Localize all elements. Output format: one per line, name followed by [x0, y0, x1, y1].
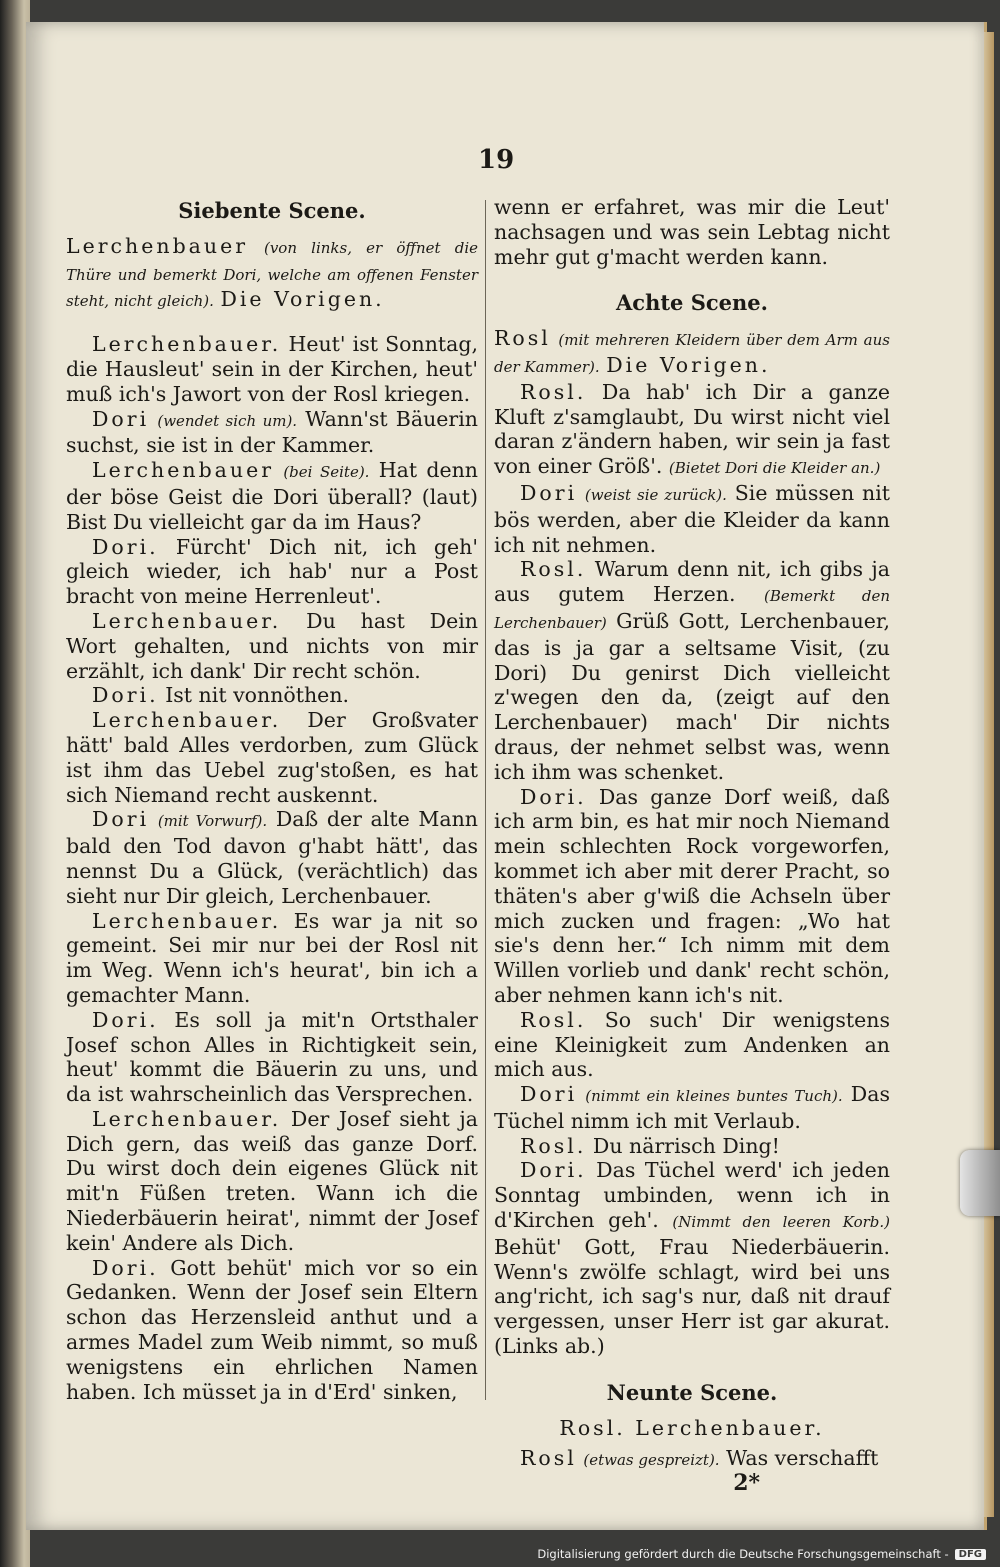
- dialogue-line: [66, 708, 478, 807]
- speaker-name: Dori.: [92, 534, 159, 559]
- dialogue-line: [66, 609, 478, 683]
- scene-cast: Rosl. Lerchenbauer.: [559, 1415, 825, 1440]
- cast-note: Die Vorigen.: [606, 352, 771, 377]
- dialogue-text: Daß der alte Mann bald den Tod davon g'habt hätt', das nennst Du a Glück, (verächtlich) das sieht nur Dir gleich, Lerchenbauer.: [66, 807, 478, 908]
- dialogue-line: [66, 458, 478, 534]
- stage-direction: (bei Seite).: [283, 463, 370, 482]
- speaker-name: Lerchenbauer: [92, 458, 275, 483]
- speaker-name: Rosl.: [520, 557, 587, 582]
- dialogue-line: [494, 380, 890, 481]
- left-column: [66, 195, 478, 1404]
- speaker-name: Dori.: [520, 1158, 587, 1183]
- dialogue-text: Da hab' ich Dir a ganze Kluft z'samglaubt, Du wirst nicht viel daran z'ändern haben, wir sein ja fast von einer Größ'.: [494, 379, 890, 479]
- scene-heading-9: Neunte Scene.: [606, 1379, 778, 1405]
- dialogue-line: [494, 1158, 890, 1358]
- dialogue-line: [66, 683, 478, 708]
- speaker-name: Dori: [92, 406, 150, 431]
- printer-signature: 2*: [733, 1470, 760, 1497]
- scan-page-tab: [960, 1150, 1000, 1216]
- stage-direction: (Bemerkt den Lerchenbauer): [494, 587, 890, 632]
- dialogue-line: [66, 535, 478, 609]
- dialogue-text: Du hast Dein Wort gehalten, und nichts von mir erzählt, ich dank' Dir recht schön.: [66, 608, 478, 683]
- dialogue-line: [66, 332, 478, 406]
- dialogue-text: Warum denn nit, ich gibs ja aus gutem Herzen.: [494, 557, 890, 607]
- dialogue-text: Gott behüt' mich vor so ein Gedanken. Wenn der Josef sein Eltern schon das Herzensleid anthut und a armes Madel zum Weib nimmt, so muß wenigstens ein ehrlichen Namen haben. Ich müsset ja in d'Erd' sinken,: [66, 1255, 478, 1404]
- scene-intro: [66, 234, 478, 314]
- dialogue-line: [66, 1008, 478, 1107]
- dialogue-text: So such' Dir wenigstens eine Kleinigkeit zum Andenken an mich aus.: [494, 1007, 890, 1082]
- speaker-name: Rosl.: [520, 1007, 587, 1032]
- speaker-name: Lerchenbauer: [66, 233, 249, 258]
- dialogue-line: [66, 909, 478, 1008]
- dialogue-line: [66, 1256, 478, 1405]
- dialogue-line: [494, 481, 890, 557]
- right-column: [494, 195, 890, 1496]
- dialogue-line: [66, 807, 478, 908]
- dialogue-text: Der Josef sieht ja Dich gern, das weiß das ganze Dorf. Du wirst doch dein eigenes Glück nit mit'n Füßen treten. Wann ich die Niederbäuerin heirat', nimmt der Josef kein' Andere als Dich.: [66, 1106, 478, 1255]
- dialogue-line: [494, 1082, 890, 1134]
- stage-direction: (Bietet Dori die Kleider an.): [668, 459, 881, 478]
- dialogue-text: Das Tüchel werd' ich jeden Sonntag umbinden, wenn ich in d'Kirchen geh'.: [494, 1158, 890, 1233]
- speaker-name: Dori.: [520, 784, 587, 809]
- stage-direction: (nimmt ein kleines buntes Tuch).: [585, 1087, 843, 1106]
- column-divider: [485, 200, 486, 1400]
- speaker-name: Lerchenbauer.: [92, 1106, 282, 1131]
- speaker-name: Rosl.: [520, 379, 587, 404]
- stage-direction: (etwas gespreizt).: [583, 1451, 720, 1470]
- dialogue-line: [494, 1134, 890, 1159]
- dfg-logo: DFG: [955, 1549, 986, 1560]
- spacer: [66, 314, 478, 332]
- dialogue-text: Wann'st Bäuerin suchst, sie ist in der Kammer.: [66, 406, 478, 458]
- spacer: [494, 269, 890, 287]
- funding-credit: Digitalisierung gefördert durch die Deutsche Forschungsgemeinschaft -: [537, 1547, 949, 1561]
- stage-direction: (mit Vorwurf).: [157, 812, 268, 831]
- dialogue-text: Was verschafft: [726, 1446, 879, 1471]
- stage-direction: (mit mehreren Kleidern über dem Arm aus der Kammer).: [494, 331, 890, 376]
- dialogue-text: Sie müssen nit bös werden, aber die Kleider da kann ich nit nehmen.: [494, 480, 890, 557]
- dialogue-text: Du närrisch Ding!: [592, 1133, 780, 1158]
- dialogue-text: Heut' ist Sonntag, die Hausleut' sein in der Kirchen, heut' muß ich's Jawort von der Rosl kriegen.: [66, 332, 478, 406]
- dialogue-line: [494, 1446, 890, 1473]
- speaker-name: Dori: [520, 480, 578, 505]
- scene-intro: [494, 326, 890, 380]
- dialogue-text: Das Tüchel nimm ich mit Verlaub.: [494, 1082, 890, 1133]
- dialogue-text: Es war ja nit so gemeint. Sei mir nur bei der Rosl nit im Weg. Wenn ich's heurat', bin ich a gemachter Mann.: [66, 908, 478, 1007]
- speaker-name: Dori: [520, 1082, 578, 1107]
- speaker-name: Rosl: [520, 1446, 577, 1471]
- stage-direction: (weist sie zurück).: [584, 485, 727, 504]
- speaker-name: Rosl: [494, 326, 551, 351]
- dialogue-text: Hat denn der böse Geist die Dori überall? (laut) Bist Du vielleicht gar da im Haus?: [66, 458, 478, 534]
- dialogue-line: [494, 557, 890, 784]
- dialogue-line: [66, 1107, 478, 1256]
- dialogue-text: Das ganze Dorf weiß, daß ich arm bin, es hat mir noch Niemand mein schlechten Rock vorgeworfen, kommet ich aber mit derer Pracht, so thäten's aber g'wiß die Achseln über mich zucken und fragen: „Wo hat sie's denn her.“ Ich nimm mit dem Willen vorlieb und dank' recht schön, aber nehmen kann ich's nit.: [494, 784, 890, 1007]
- speaker-name: Dori.: [92, 1007, 159, 1032]
- speaker-name: Lerchenbauer.: [92, 908, 282, 933]
- continuation-text: wenn er erfahret, was mir die Leut' nachsagen und was sein Lebtag nicht mehr gut g'macht werden kann.: [494, 195, 890, 269]
- dialogue-text: Grüß Gott, Lerchenbauer, das is ja gar a seltsame Visit, (zu Dori) Du genirst Dich vielleicht z'wegen den da, (zeigt auf den Lerchenbauer) mach' Dir nichts draus, der nehmet selbst was, wenn ich ihm was schenket.: [494, 608, 890, 784]
- stage-direction: (wendet sich um).: [157, 411, 298, 430]
- dialogue-line: [66, 407, 478, 459]
- speaker-name: Rosl.: [520, 1133, 587, 1158]
- dialogue-text: Behüt' Gott, Frau Niederbäuerin. Wenn's zwölfe schlagt, wird bei uns ang'richt, ich sag's nur, daß nit drauf vergessen, unser Herr ist gar akurat. (Links ab.): [494, 1234, 890, 1359]
- dialogue-text: Ist nit vonnöthen.: [165, 683, 350, 708]
- stage-direction: (von links, er öffnet die Thüre und bemerkt Dori, welche am offenen Fenster steht, nicht gleich).: [66, 238, 478, 311]
- speaker-name: Dori.: [92, 683, 159, 708]
- dialogue-text: Der Großvater hätt' bald Alles verdorben, zum Glück ist ihm das Uebel zug'stoßen, es hat sich Niemand recht auskennt.: [66, 708, 478, 807]
- spacer: [494, 1359, 890, 1377]
- speaker-name: Lerchenbauer.: [92, 332, 282, 357]
- scene-heading-7: Siebente Scene.: [178, 198, 366, 223]
- speaker-name: Dori: [92, 807, 150, 832]
- dialogue-line: [494, 785, 890, 1008]
- dialogue-text: Es soll ja mit'n Ortsthaler Josef schon Alles in Richtigkeit sein, heut' kommt die Bäuerin zu uns, und da ist wahrscheinlich das Versprechen.: [66, 1007, 478, 1107]
- page-number: 19: [478, 145, 515, 175]
- dialogue-line: [494, 1008, 890, 1082]
- dialogue-text: Fürcht' Dich nit, ich geh' gleich wieder, ich hab' nur a Post bracht von meine Herrenleut'.: [66, 534, 478, 609]
- speaker-name: Lerchenbauer.: [92, 708, 282, 733]
- digitization-footer: [537, 1547, 986, 1561]
- speaker-name: Dori.: [92, 1255, 159, 1280]
- cast-note: Die Vorigen.: [220, 287, 385, 312]
- speaker-name: Lerchenbauer.: [92, 608, 282, 633]
- scene-heading-8: Achte Scene.: [616, 290, 768, 316]
- stage-direction: (Nimmt den leeren Korb.): [672, 1213, 890, 1232]
